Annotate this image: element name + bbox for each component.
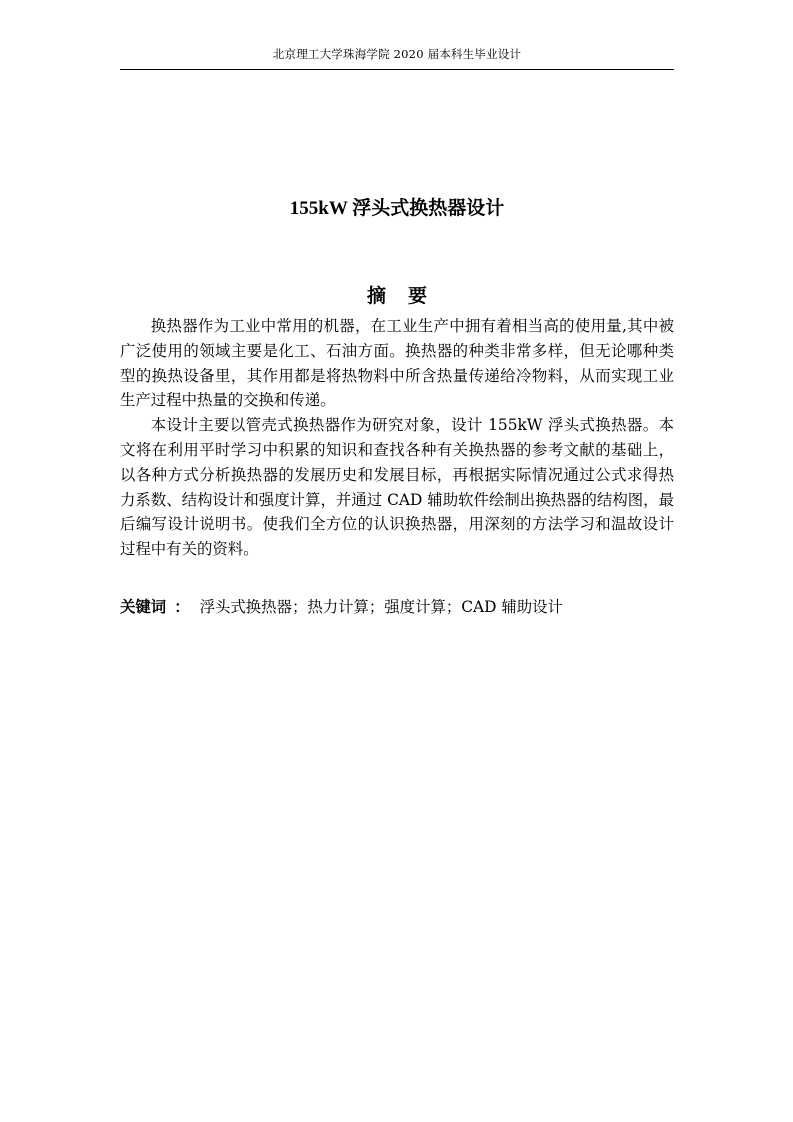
abstract-heading-left: 摘	[366, 285, 386, 307]
keywords-label: 关键词	[120, 598, 167, 616]
abstract-body	[120, 314, 674, 562]
keywords-line	[120, 595, 674, 619]
document-title: 155kW 浮头式换热器设计	[289, 198, 505, 219]
abstract-paragraph-2: 本设计主要以管壳式换热器作为研究对象，设计 155kW 浮头式换热器。本文将在利用平时学习中积累的知识和查找各种有关换热器的参考文献的基础上，以各种方式分析换热器的发展历史和发展目标，再根据实际情况通过公式求得热力系数、结构设计和强度计算，并通过 CAD 辅助软件绘制出换热器的结构图，最后编写设计说明书。使我们全方位的认识换热器，用深刻的方法学习和温故设计过程中有关的资料。	[120, 416, 674, 559]
abstract-heading-right: 要	[408, 285, 428, 307]
page-header: 北京理工大学珠海学院 2020 届本科生毕业设计	[272, 47, 522, 61]
keywords-separator: ：	[174, 598, 190, 616]
keywords-text: 浮头式换热器；热力计算；强度计算；CAD 辅助设计	[199, 598, 563, 616]
header-divider	[120, 69, 674, 70]
abstract-heading	[120, 281, 674, 308]
abstract-paragraph-1: 换热器作为工业中常用的机器，在工业生产中拥有着相当高的使用量,其中被广泛使用的领域主要是化工、石油方面。换热器的种类非常多样，但无论哪种类型的换热设备里，其作用都是将热物料中所含热量传递给冷物料，从而实现工业生产过程中热量的交换和传递。	[120, 317, 674, 410]
